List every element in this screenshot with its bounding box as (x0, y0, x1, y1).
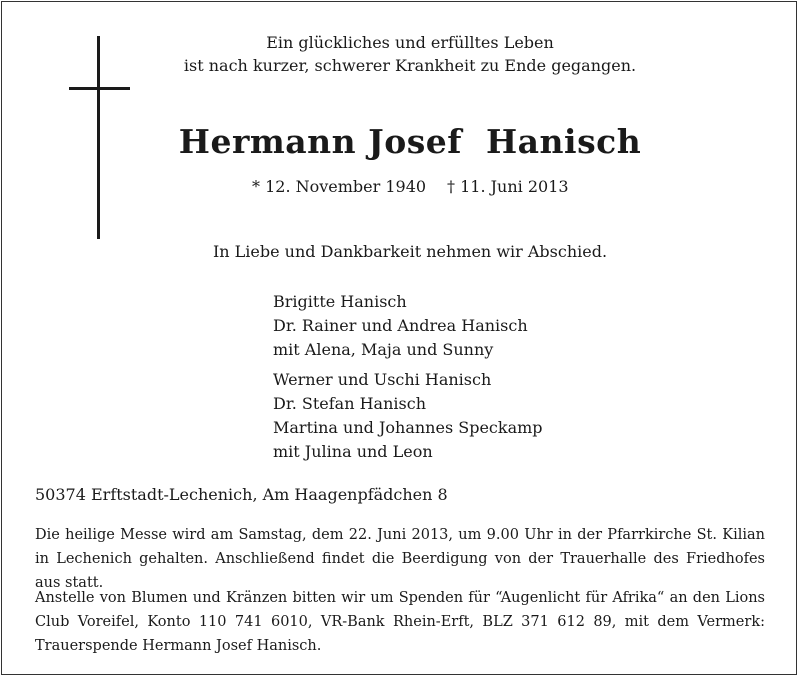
birth-date: * 12. November 1940 (252, 177, 427, 196)
intro-line-1: Ein glückliches und erfülltes Leben (266, 33, 554, 52)
mourners-group-1 (273, 290, 528, 362)
mourners-group-2 (273, 368, 543, 464)
mass-information: Die heilige Messe wird am Samstag, dem 22. Juni 2013, um 9.00 Uhr in der Pfarrkirche St. Kilian in Lechenich gehalten. Anschließend findet die Beerdigung von der Trauerhalle des Friedhofes aus statt. (35, 527, 765, 591)
mourner-line: Dr. Rainer und Andrea Hanisch (273, 316, 528, 335)
deceased-name: Hermann Josef Hanisch (178, 122, 642, 161)
mourner-line: Dr. Stefan Hanisch (273, 394, 426, 413)
mourner-line: mit Alena, Maja und Sunny (273, 340, 494, 359)
family-address: 50374 Erftstadt-Lechenich, Am Haagenpfädchen 8 (35, 485, 448, 504)
death-date: † 11. Juni 2013 (447, 177, 569, 196)
intro-line-2: ist nach kurzer, schwerer Krankheit zu Ende gegangen. (183, 56, 637, 75)
mourner-line: Werner und Uschi Hanisch (273, 370, 492, 389)
mourner-line: Brigitte Hanisch (273, 292, 407, 311)
mourner-line: Martina und Johannes Speckamp (273, 418, 543, 437)
intro-text (160, 31, 660, 77)
donation-information: Anstelle von Blumen und Kränzen bitten wir um Spenden für “Augenlicht für Afrika“ an den Lions Club Voreifel, Konto 110 741 6010, VR-Bank Rhein-Erft, BLZ 371 612 89, mit dem Vermerk: Trauerspende Hermann Josef Hanisch. (35, 590, 765, 654)
cross-vertical-bar (97, 36, 100, 239)
mourner-line: mit Julina und Leon (273, 442, 433, 461)
cross-horizontal-bar (69, 87, 130, 90)
farewell-text: In Liebe und Dankbarkeit nehmen wir Abschied. (212, 242, 608, 261)
